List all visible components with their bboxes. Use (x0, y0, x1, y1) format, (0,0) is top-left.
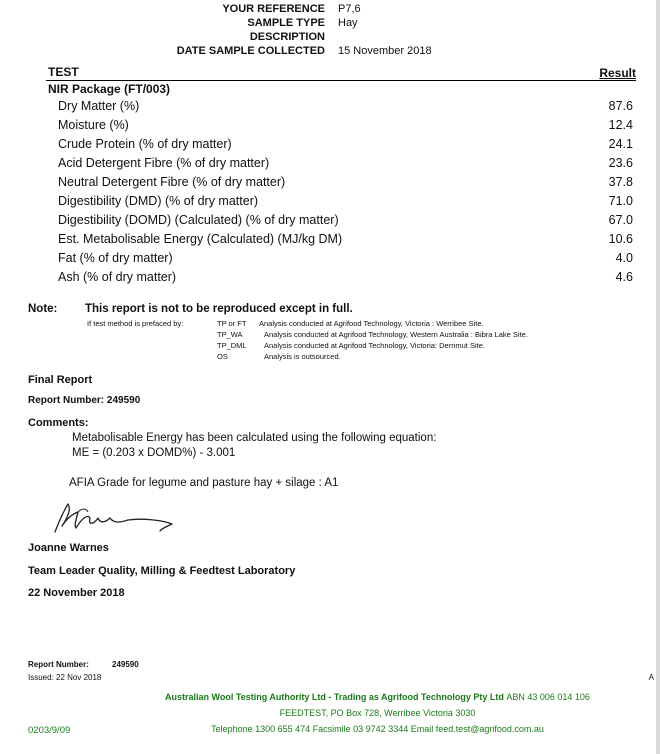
footer-edge-mark: A (648, 673, 654, 682)
table-row (58, 251, 633, 270)
test-name: Dry Matter (%) (58, 99, 140, 113)
date-collected-value: 15 November 2018 (338, 45, 432, 57)
test-result: 23.6 (608, 156, 633, 170)
code-label: TP_WA (217, 330, 243, 339)
result-column-header: Result (599, 66, 636, 80)
code-text: Analysis conducted at Agrifood Technology, Victoria : Werribee Site. (259, 319, 484, 328)
comments-label: Comments: (28, 417, 89, 429)
date-collected-label: DATE SAMPLE COLLECTED (176, 45, 325, 57)
table-row (58, 213, 633, 232)
code-text: Analysis conducted at Agrifood Technology, Western Australia : Bibra Lake Site. (264, 330, 528, 339)
table-row (58, 156, 633, 175)
table-row (58, 99, 633, 118)
test-result: 4.6 (615, 270, 633, 284)
signatory-position: Team Leader Quality, Milling & Feedtest Laboratory (28, 565, 296, 577)
page-edge (656, 0, 660, 754)
footer-issued: Issued: 22 Nov 2018 (28, 673, 102, 682)
test-result: 67.0 (608, 213, 633, 227)
test-name: Crude Protein (% of dry matter) (58, 137, 232, 151)
note-statement: This report is not to be reproduced except in full. (85, 303, 353, 315)
test-result: 24.1 (608, 137, 633, 151)
comment-line-2: ME = (0.203 x DOMD%) - 3.001 (72, 447, 236, 459)
note-prefaced: If test method is prefaced by: (87, 319, 184, 328)
signature-image (52, 500, 182, 536)
test-name: Digestibility (DMD) (% of dry matter) (58, 194, 259, 208)
sample-type-label: SAMPLE TYPE (247, 17, 325, 29)
report-date: 22 November 2018 (28, 587, 125, 599)
code-label: TP or FT (217, 319, 247, 328)
test-name: Est. Metabolisable Energy (Calculated) (MJ/kg DM) (58, 232, 343, 246)
footer-company-name: Australian Wool Testing Authority Ltd - Trading as Agrifood Technology Pty Ltd (165, 692, 504, 702)
test-result: 37.8 (608, 175, 633, 189)
test-name: Digestibility (DOMD) (Calculated) (% of dry matter) (58, 213, 339, 227)
code-label: TP_DML (217, 341, 247, 350)
table-row (58, 118, 633, 137)
your-reference-label: YOUR REFERENCE (222, 3, 325, 15)
note-label: Note: (28, 303, 58, 315)
code-label: OS (217, 352, 228, 361)
final-report-label: Final Report (28, 374, 93, 386)
table-row (58, 232, 633, 251)
test-result: 71.0 (608, 194, 633, 208)
results-table-header (46, 64, 636, 81)
comment-line-1: Metabolisable Energy has been calculated using the following equation: (72, 432, 437, 444)
table-row (58, 137, 633, 156)
footer-report-number-value: 249590 (112, 660, 139, 669)
footer-contact: Telephone 1300 655 474 Facsimile 03 9742 3344 Email feed.test@agrifood.com.au (211, 724, 544, 734)
report-number: Report Number: 249590 (28, 395, 141, 406)
test-name: Neutral Detergent Fibre (% of dry matter) (58, 175, 286, 189)
test-column-header: TEST (48, 65, 79, 79)
footer-report-number-label: Report Number: (28, 660, 89, 669)
afia-grade: AFIA Grade for legume and pasture hay + silage : A1 (69, 477, 339, 489)
footer-address: FEEDTEST, PO Box 728, Werribee Victoria 3030 (279, 708, 476, 718)
footer-company (130, 692, 625, 702)
table-row (58, 270, 633, 289)
footer-abn: ABN 43 006 014 106 (506, 692, 590, 702)
test-name: Moisture (%) (58, 118, 129, 132)
code-text: Analysis conducted at Agrifood Technology, Victoria: Derrimut Site. (264, 341, 485, 350)
package-title: NIR Package (FT/003) (48, 82, 171, 96)
test-name: Fat (% of dry matter) (58, 251, 173, 265)
test-name: Ash (% of dry matter) (58, 270, 177, 284)
table-row (58, 194, 633, 213)
test-result: 10.6 (608, 232, 633, 246)
test-result: 12.4 (608, 118, 633, 132)
test-name: Acid Detergent Fibre (% of dry matter) (58, 156, 270, 170)
sample-type-value: Hay (338, 17, 358, 29)
test-result: 4.0 (615, 251, 633, 265)
description-label: DESCRIPTION (249, 31, 325, 43)
signatory-name: Joanne Warnes (28, 542, 109, 554)
table-row (58, 175, 633, 194)
footer-form-code: 0203/9/09 (28, 725, 71, 736)
test-result: 87.6 (608, 99, 633, 113)
code-text: Analysis is outsourced. (264, 352, 341, 361)
your-reference-value: P7,6 (338, 3, 361, 15)
